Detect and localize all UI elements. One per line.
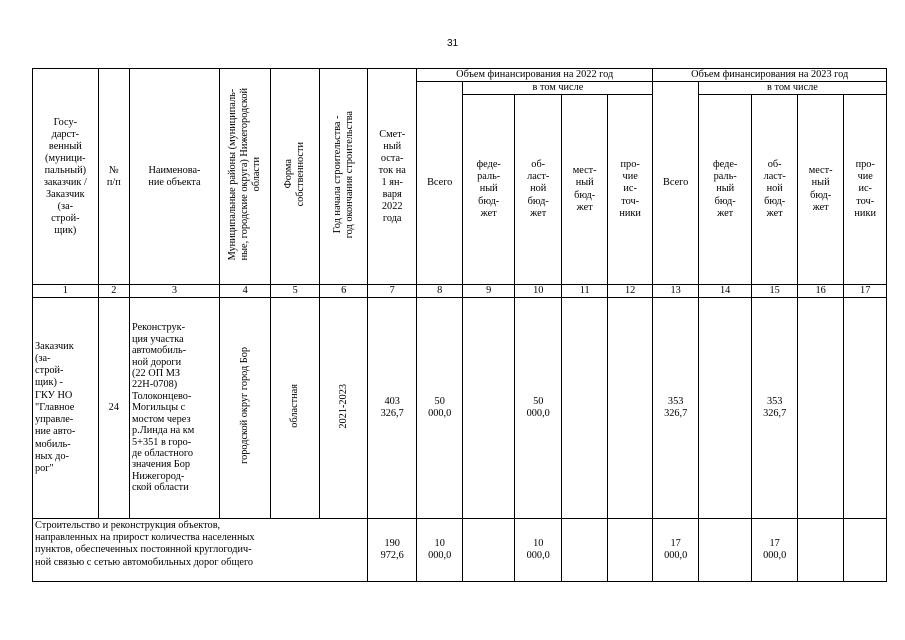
header-ownership: Форма собственности <box>283 142 307 207</box>
regional-2023-cell: 353 326,7 <box>752 298 797 519</box>
header-total-2022: Всего <box>416 82 462 285</box>
federal-2022-cell <box>463 298 515 519</box>
total-2022-cell: 10 000,0 <box>416 519 462 582</box>
column-number: 17 <box>844 285 887 298</box>
column-number: 3 <box>129 285 219 298</box>
column-number: 6 <box>319 285 368 298</box>
header-regional-2022: об- ласт- ной бюд- жет <box>514 95 561 285</box>
header-other-2022: про- чие ис- точ- ники <box>607 95 653 285</box>
header-row-1 <box>33 69 887 82</box>
regional-2023-cell: 17 000,0 <box>752 519 797 582</box>
column-number: 5 <box>271 285 320 298</box>
header-including-2023: в том числе <box>698 82 886 95</box>
other-2022-cell <box>607 519 653 582</box>
district-cell <box>219 298 271 519</box>
local-2022-cell <box>562 519 607 582</box>
ownership-value: областная <box>289 384 301 428</box>
header-number: № п/п <box>98 69 129 285</box>
table-row <box>33 519 887 582</box>
column-number: 8 <box>416 285 462 298</box>
ownership-cell <box>271 298 320 519</box>
total-2023-cell: 17 000,0 <box>653 519 698 582</box>
header-local-2022: мест- ный бюд- жет <box>562 95 607 285</box>
regional-2022-cell: 50 000,0 <box>514 298 561 519</box>
estimate-cell: 403 326,7 <box>368 298 417 519</box>
total-2023-cell: 353 326,7 <box>653 298 698 519</box>
header-financing-2023: Объем финансирования на 2023 год <box>653 69 887 82</box>
column-number: 1 <box>33 285 99 298</box>
federal-2023-cell <box>698 519 752 582</box>
column-number: 12 <box>607 285 653 298</box>
column-number-row <box>33 285 887 298</box>
years-value: 2021-2023 <box>337 383 349 429</box>
row-number-cell: 24 <box>98 298 129 519</box>
column-number: 2 <box>98 285 129 298</box>
section-label-cell: Строительство и реконструкция объектов, направленных на прирост количества населенных пунктов, обеспеченных постоянной круглогодич- ной связью с сетью автомобильных дорог общего <box>33 519 368 582</box>
regional-2022-cell: 10 000,0 <box>514 519 561 582</box>
other-2023-cell <box>844 519 887 582</box>
column-number: 16 <box>797 285 843 298</box>
column-number: 4 <box>219 285 271 298</box>
customer-cell: Заказчик (за- строй- щик) - ГКУ НО "Главное управле- ние авто- мобиль- ных до- рог" <box>33 298 99 519</box>
column-number: 9 <box>463 285 515 298</box>
column-number: 15 <box>752 285 797 298</box>
header-object-name: Наименова- ние объекта <box>129 69 219 285</box>
header-regional-2023: об- ласт- ной бюд- жет <box>752 95 797 285</box>
column-number: 13 <box>653 285 698 298</box>
other-2022-cell <box>607 298 653 519</box>
header-financing-2022: Объем финансирования на 2022 год <box>416 69 652 82</box>
years-cell <box>319 298 368 519</box>
header-total-2023: Всего <box>653 82 698 285</box>
header-years: Год начала строительства - год окончания строительства <box>331 110 355 239</box>
local-2023-cell <box>797 298 843 519</box>
header-customer: Госу- дарст- венный (муници- пальный) заказчик / Заказчик (за- строй- щик) <box>33 69 99 285</box>
object-name-cell: Реконструк- ция участка автомобиль- ной дороги (22 ОП МЗ 22Н-0708) Толоконцево- Могильцы с мостом через р.Линда на км 5+351 в горо- де областного значения Бор Нижегород- ской области <box>129 298 219 519</box>
header-local-2023: мест- ный бюд- жет <box>797 95 843 285</box>
header-federal-2022: феде- раль- ный бюд- жет <box>463 95 515 285</box>
header-ownership-cell <box>271 69 320 285</box>
district-value: городской округ город Бор <box>239 347 251 465</box>
other-2023-cell <box>844 298 887 519</box>
header-other-2023: про- чие ис- точ- ники <box>844 95 887 285</box>
local-2023-cell <box>797 519 843 582</box>
column-number: 11 <box>562 285 607 298</box>
header-estimate: Смет- ный оста- ток на 1 ян- варя 2022 года <box>368 69 417 285</box>
column-number: 14 <box>698 285 752 298</box>
financing-table <box>32 68 887 582</box>
header-federal-2023: феде- раль- ный бюд- жет <box>698 95 752 285</box>
header-district-cell <box>219 69 271 285</box>
local-2022-cell <box>562 298 607 519</box>
table-row <box>33 298 887 519</box>
header-years-cell <box>319 69 368 285</box>
column-number: 10 <box>514 285 561 298</box>
page-number: 31 <box>446 38 459 49</box>
total-2022-cell: 50 000,0 <box>416 298 462 519</box>
header-district: Муниципальные районы (муниципаль- ные, городские округа) Нижегородской области <box>227 88 263 261</box>
estimate-cell: 190 972,6 <box>368 519 417 582</box>
federal-2023-cell <box>698 298 752 519</box>
header-including-2022: в том числе <box>463 82 653 95</box>
column-number: 7 <box>368 285 417 298</box>
federal-2022-cell <box>463 519 515 582</box>
